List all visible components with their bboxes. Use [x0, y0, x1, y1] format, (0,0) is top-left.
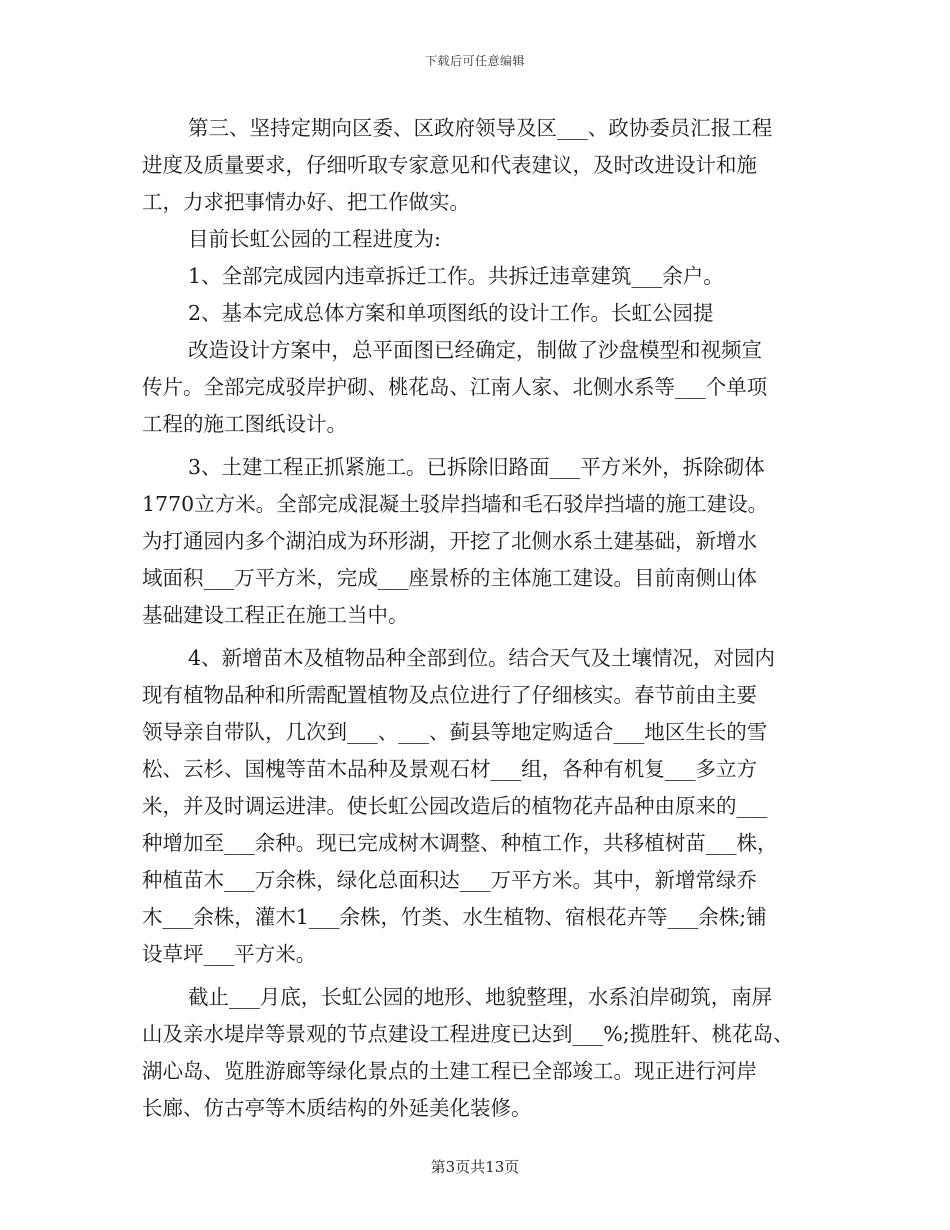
- paragraph-line: 工，力求把事情办好、把工作做实。: [142, 190, 470, 214]
- paragraph-line: 山及亲水堤岸等景观的节点建设工程进度已达到___%;揽胜轩、桃花岛、: [142, 1022, 794, 1046]
- paragraph-line: 领导亲自带队，几次到___、___、蓟县等地定购适合___地区生长的雪: [142, 720, 768, 744]
- paragraph-line: 现有植物品种和所需配置植物及点位进行了仔细核实。春节前由主要: [142, 683, 757, 707]
- paragraph-line: 传片。全部完成驳岸护砌、桃花岛、江南人家、北侧水系等___个单项: [142, 375, 768, 399]
- paragraph-line: 截止___月底，长虹公园的地形、地貌整理，水系泊岸砌筑，南屏: [188, 985, 773, 1009]
- paragraph-line: 进度及质量要求，仔细听取专家意见和代表建议，及时改进设计和施: [142, 153, 757, 177]
- paragraph-line: 长廊、仿古亭等木质结构的外延美化装修。: [142, 1096, 532, 1120]
- page-footer: 第3页共13页: [430, 1158, 520, 1176]
- paragraph-line: 种增加至___余种。现已完成树木调整、种植工作，共移植树苗___株，: [142, 831, 778, 855]
- paragraph-line: 1770立方米。全部完成混凝土驳岸挡墙和毛石驳岸挡墙的施工建设。: [142, 492, 769, 516]
- paragraph-line: 米，并及时调运进津。使长虹公园改造后的植物花卉品种由原来的___: [142, 794, 768, 818]
- paragraph-line: 工程的施工图纸设计。: [142, 412, 347, 436]
- paragraph-line: 4、新增苗木及植物品种全部到位。结合天气及土壤情况，对园内: [188, 646, 776, 670]
- paragraph-line: 2、基本完成总体方案和单项图纸的设计工作。长虹公园提: [188, 301, 714, 325]
- paragraph-line: 目前长虹公园的工程进度为:: [188, 227, 441, 251]
- paragraph-line: 1、全部完成园内违章拆迁工作。共拆迁违章建筑___余户。: [188, 264, 724, 288]
- paragraph-line: 种植苗木___万余株，绿化总面积达___万平方米。其中，新增常绿乔: [142, 868, 757, 892]
- page-header: 下载后可任意编辑: [424, 54, 525, 68]
- paragraph-line: 木___余株，灌木1___余株，竹类、水生植物、宿根花卉等___余株;铺: [142, 905, 767, 929]
- paragraph-line: 设草坪___平方米。: [142, 942, 317, 966]
- paragraph-line: 松、云杉、国槐等苗木品种及景观石材___组，各种有机复___多立方: [142, 757, 757, 781]
- paragraph-line: 域面积___万平方米，完成___座景桥的主体施工建设。目前南侧山体: [142, 566, 757, 590]
- paragraph-line: 第三、坚持定期向区委、区政府领导及区___、政协委员汇报工程: [188, 116, 773, 140]
- document-body: [142, 110, 824, 1127]
- paragraph-line: 基础建设工程正在施工当中。: [142, 603, 409, 627]
- paragraph-line: 3、土建工程正抓紧施工。已拆除旧路面___平方米外，拆除砌体: [188, 455, 765, 479]
- paragraph-line: 为打通园内多个湖泊成为环形湖，开挖了北侧水系土建基础，新增水: [142, 529, 757, 553]
- paragraph-line: 改造设计方案中，总平面图已经确定，制做了沙盘模型和视频宣: [188, 338, 762, 362]
- paragraph-line: 湖心岛、览胜游廊等绿化景点的土建工程已全部竣工。现正进行河岸: [142, 1059, 757, 1083]
